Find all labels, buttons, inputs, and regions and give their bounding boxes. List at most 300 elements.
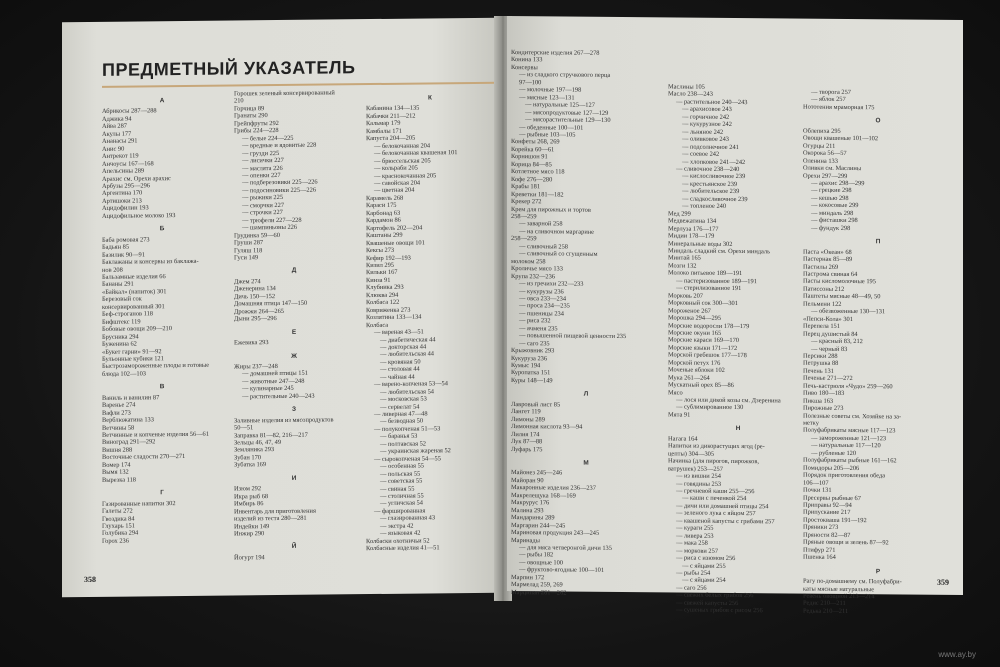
index-entry: Ковриженка 273 [366,306,411,314]
index-entry: Вомер 174 [102,461,131,469]
index-entry: Анчоусы 167—168 [102,159,154,168]
index-subentry: — фаршированная [374,507,426,515]
index-entry: Зельцы 46, 47, 49 [234,439,282,447]
index-entry: Абрикосы 287—288 [102,107,157,116]
index-subentry: — подосиновики 225—226 [242,186,317,195]
section-letter: П [875,238,881,246]
index-entry: Инжир 290 [234,530,265,538]
index-subentry: — миндаль 298 [811,209,854,217]
index-entry: Морские языки 171—172 [668,344,738,352]
index-subentry: — на сливочном маргарине [519,227,595,236]
index-entry: Бифштекс 119 [102,318,141,326]
index-entry: Капуста 204—205 [366,134,416,143]
index-entry: Крыжовник 293 [511,347,555,355]
index-entry: Паста «Океан» 68 [803,248,852,256]
index-entry: Морошка 294—295 [668,314,722,322]
index-subentry: — маслята 226 [242,164,283,172]
index-subentry: — баранья 53 [380,432,418,441]
index-column-4 [511,49,661,597]
index-entry: Изюм 292 [234,485,262,493]
index-entry: Бобовые овощи 209—210 [102,325,172,334]
index-entry: Клубника 293 [366,284,404,292]
index-subentry: — докторская 44 [380,343,427,351]
index-entry: Колбаски охотничьи 52 [366,537,430,545]
index-entry: Пресервы рыбные 67 [803,494,861,502]
index-entry: Баба ромовая 273 [102,236,150,244]
index-entry: «Букет гарни» 91—92 [102,347,162,356]
index-subentry: — рыбные 103—105 [519,131,576,139]
index-entry: Пшенка 164 [803,553,836,562]
index-entry: Корнишон 91 [511,153,548,161]
index-subentry: — каши с печенкой 254 [682,495,747,503]
index-subentry: — хлопковое 241—242 [682,158,746,166]
right-page [507,16,963,615]
index-entry: Овощи квашеные 101—102 [803,134,879,143]
index-entry: Гуси 149 [234,254,259,262]
index-entry: Баклажаны и консервы из баклажа- [102,257,199,266]
index-entry: Виноград 291—292 [102,438,156,447]
index-entry: Индейки 149 [234,522,270,531]
section-letter: В [159,383,165,391]
index-entry: Корица 84—85 [511,160,552,169]
index-subentry: — риса 232 [519,317,551,325]
index-entry: Бульонные кубики 121 [102,355,164,363]
index-subentry: — творога 257 [811,88,851,97]
index-entry: Вымя 132 [102,468,129,477]
index-entry: Огурцы 211 [803,142,836,150]
index-column-6 [803,89,953,617]
index-entry: Облепиха 295 [803,127,841,135]
index-entry: Груши 287 [234,239,264,247]
index-entry: Жиры 237—248 [234,362,278,371]
index-subentry: — сервелат 54 [380,403,420,411]
index-entry: Макрурус 176 [511,499,550,507]
index-entry: Грейпфруты 292 [234,119,279,128]
index-entry: блюда 102—103 [102,370,146,378]
index-subentry: — молочные 197—198 [519,86,582,94]
index-entry: Кинза 91 [366,276,391,284]
index-entry: Рагу по-домашнему см. Полуфабри- [803,577,902,586]
index-entry: Дрожжи 264—265 [234,307,285,316]
index-subentry: — натуральные 125—127 [525,101,595,109]
index-subentry: — моркови 257 [676,547,719,555]
index-entry: Малина 293 [511,506,544,515]
index-entry: Арбузы 295—296 [102,182,150,190]
index-subentry: — варено-копченая 53—54 [374,380,448,389]
index-subentry: — ливерная 47—48 [374,410,428,419]
index-subentry: — московская 53 [380,395,427,404]
index-entry: Кумыс 194 [511,362,541,370]
index-subentry: — фисташки 298 [811,216,858,225]
index-column-2 [234,89,354,562]
index-entry: Морские окуни 165 [668,329,722,337]
index-subentry: — топленое 240 [682,202,727,211]
index-subentry: — рыбы 182 [519,551,554,559]
index-subentry: — сушеных грибов с рисом 256 [676,606,763,615]
index-entry: Пельмени 122 [803,300,842,308]
index-entry: Морской петух 176 [668,359,721,367]
index-entry: Колбаса [366,321,389,329]
index-entry: Аргентина 170 [102,189,143,198]
section-letter: И [291,474,297,482]
section-letter: З [291,406,296,414]
index-entry: Земляника 293 [234,446,275,454]
index-entry: Варенье 274 [102,401,136,410]
index-entry: Пирожные 273 [803,404,844,413]
index-subentry: — особенная 55 [380,462,424,471]
index-entry: Персики 288 [803,352,838,360]
index-entry: Майонез 245—246 [511,469,563,477]
index-subentry: — ливера 253 [676,532,714,540]
index-subentry: — говядины 253 [676,480,722,488]
index-entry: Марпин 172 [511,573,545,582]
index-entry: Кильки 167 [366,269,398,277]
index-subentry: — с яйцами 255 [682,562,726,570]
index-entry: Корейка 60—61 [511,145,555,154]
index-entry: Буженина 62 [102,340,137,348]
index-subentry: — льняное 242 [682,128,724,136]
index-entry: Галеты 272 [102,507,133,515]
index-column-5 [668,83,808,615]
index-entry: Пастернак 85—89 [803,255,853,264]
index-subentry: — стерилизованное 191 [676,284,742,293]
index-subentry: — овса 233—234 [519,295,567,303]
index-subentry: — из гречихи 232—233 [519,280,584,288]
index-entry: 258—259 [511,235,537,243]
index-entry: Орехи 297—299 [803,172,848,180]
section-letter: Е [291,328,297,336]
index-subentry: — полукопченая 51—53 [374,425,441,433]
index-entry: Котлетное мясо 118 [511,168,565,176]
index-entry: Караси 175 [366,202,397,210]
watermark: www.ay.by [938,650,976,659]
index-subentry: — сладкосливочное 239 [682,195,748,203]
index-entry: Морские водоросли 178—179 [668,321,750,330]
index-subentry: 97—100 [519,78,542,87]
index-entry: Мускатный орех 85—86 [668,381,734,390]
index-subentry: — свежей капусты 256 [676,599,739,607]
index-subentry: — свиная 55 [380,485,415,493]
index-entry: Мандарины 289 [511,514,555,522]
index-subentry: — белые 224—225 [242,134,294,143]
index-entry: Аджика 94 [102,115,132,123]
index-subentry: — соевое 242 [682,150,720,158]
index-entry: Кардамон 86 [366,216,401,225]
index-subentry: — для мяса четверонгой дичи 135 [519,544,612,552]
index-entry: Гранаты 290 [234,112,268,120]
index-entry: Мед 299 [668,210,691,218]
index-entry: Луфарь 175 [511,445,543,453]
index-entry: Кукуруза 236 [511,354,548,362]
index-entry: молоком 258 [511,257,546,266]
index-subentry: — кураги 255 [676,524,714,533]
index-entry: Беф-строганов 118 [102,310,153,319]
index-entry: Кексы 273 [366,246,395,255]
page-number-right: 359 [937,577,949,587]
index-entry: Мариновая продукция 243—245 [511,529,600,537]
index-entry: Квашеные овощи 101 [366,239,425,247]
index-entry: Майоран 90 [511,476,544,485]
index-entry: Мозги 132 [668,262,697,270]
index-subentry: — свежих белых грибов 256 [676,591,754,600]
index-entry: Мороженое 267 [668,307,711,315]
index-entry: «Пепси-Кола» 301 [803,315,853,323]
index-subentry: — ячменя 235 [519,324,558,333]
index-entry: Глухарь 151 [102,522,135,530]
index-entry: Арахис см. Орехи арахис [102,174,171,183]
index-subentry: — из сладкого стручкового перца [519,71,611,80]
index-entry: Почки 131 [803,486,832,494]
index-subentry: — чайная 44 [380,373,415,381]
index-entry: Мука 261—264 [668,374,710,382]
section-letter: М [583,459,589,467]
index-subentry: — фруктово-ягодные 100—101 [519,566,605,575]
index-subentry: — шампиньоны 226 [242,223,298,232]
index-subentry: — оливковое 243 [682,135,729,144]
index-entry: Начинка (для пирогов, пирожков, [668,457,759,466]
index-subentry: — подсолнечное 241 [682,143,739,151]
index-entry: Куры 148—149 [511,376,553,385]
index-entry: Голубика 294 [102,529,139,538]
index-entry: Мята 91 [668,411,691,419]
index-subentry: — языковая 42 [380,529,421,538]
index-entry: Брусника 294 [102,333,139,341]
index-subentry: — мясорастительные 129—130 [525,116,611,124]
index-entry: Крупа 232—236 [511,272,555,281]
index-subentry: — рыжики 225 [242,194,284,202]
index-subentry: — опенки 227 [242,171,281,180]
index-entry: Горчица 89 [234,105,265,113]
index-subentry: — кешью 298 [811,194,849,202]
index-entry: Оливки см. Маслины [803,164,862,173]
index-entry: Порядок приготовления обеда [803,471,886,480]
index-entry: Дыни 295—296 [234,315,277,323]
index-subentry: — обезвоженные 130—131 [811,307,886,316]
index-subentry: — черный 83 [811,345,848,353]
index-subentry: — риса с изюмом 256 [676,554,736,563]
index-entry: Бананы 291 [102,280,134,289]
index-entry: Редис 210—211 [803,600,846,608]
index-subentry: — мясопродуктовые 127—129 [525,108,609,117]
index-subentry: — арахис 298—299 [811,179,865,188]
index-entry: Джем 274 [234,278,261,286]
index-entry: Печь-кастрюля «Чудо» 259—260 [803,382,893,391]
index-subentry: — любительская 44 [380,350,434,359]
index-subentry: — сливочное 238—240 [676,165,740,174]
index-entry: Полуфабрикаты мясные 117—123 [803,427,896,435]
index-subentry: — глазированная 43 [380,514,436,523]
index-entry: Дичь 150—152 [234,292,276,301]
section-letter: Д [291,267,297,275]
index-entry: Заправка 81—82, 216—217 [234,431,308,440]
index-entry: Акулы 177 [102,130,132,138]
index-subentry: — кулинарные 245 [242,385,294,393]
index-entry: Горошек зеленый консервированный [234,89,335,98]
index-entry: Ацидофилин 193 [102,204,149,213]
index-entry: Каштаны 299 [366,231,403,240]
index-subentry: — арахисовое 243 [682,105,732,114]
index-subentry: — брюссельская 205 [374,157,431,165]
index-entry: Нагага 164 [668,435,698,443]
index-entry: Полезные советы см. Хозяйке на за- [803,412,902,421]
index-entry: Колбаса 122 [366,298,400,307]
index-entry: Куропатка 151 [511,369,551,377]
index-entry: Имбирь 86 [234,500,264,508]
index-subentry: — краснокочанная 205 [374,171,437,180]
index-subentry: — подберезовики 225—226 [242,179,318,187]
left-page [62,18,498,598]
index-subentry: — вареная 43—51 [374,328,424,337]
index-entry: Картофель 202—204 [366,224,423,232]
index-subentry: — савойская 204 [374,179,421,187]
index-entry: Пасты кисломолочные 195 [803,278,876,286]
index-entry: Ветчинные и копченые изделия 56—61 [102,430,209,439]
index-subentry: — рыбы 254 [676,569,711,577]
index-entry: Редька 210—211 [803,607,849,615]
index-entry: Окорока 56—57 [803,149,847,158]
index-entry: Медвежатина 134 [668,217,717,225]
index-entry: Марципан 261—262 [511,588,567,597]
index-entry: Печенье 271—272 [803,374,853,383]
index-entry: Ревень овощной 213—214 [803,592,875,601]
index-subentry: — кукурузы 236 [519,287,564,296]
index-entry: Камбалы 171 [366,127,402,135]
index-subentry: — из вишни 254 [676,472,721,480]
index-subentry: — кокосовые 299 [811,202,859,210]
index-entry: ватрушек) 253—257 [668,465,723,473]
index-entry: 210 [234,97,244,105]
index-subentry: — грецкие 298 [811,187,852,195]
index-entry: Домашняя птица 147—150 [234,299,308,308]
index-entry: Припускание 217 [803,509,851,517]
index-entry: Дженерина 134 [234,285,276,293]
section-letter: Р [875,567,881,575]
section-letter: Ж [291,352,297,360]
index-entry: Макаронные изделия 236—237 [511,484,596,493]
index-entry: Антрекот 119 [102,152,139,161]
index-subentry: — трюфели 227—228 [242,216,302,225]
index-entry: Кондитерские изделия 267—278 [511,49,600,57]
index-subentry: — яблок 257 [811,96,846,104]
section-letter: Г [160,489,164,497]
index-entry: Ананасы 291 [102,137,138,146]
index-entry: Вафли 273 [102,409,131,417]
index-subentry: — сморчки 227 [242,201,285,210]
index-column-1 [102,91,222,546]
index-entry: Восточные сладости 270—271 [102,453,186,462]
index-entry: Пряности 82—87 [803,531,851,539]
index-entry: Горох 236 [102,537,129,545]
index-entry: Масло 238—243 [668,90,713,99]
section-letter: Н [735,425,741,433]
index-entry: Мерлуза 176—177 [668,225,719,233]
index-subentry: — угличская 54 [380,499,423,508]
index-entry: Мармелад 259, 269 [511,581,563,589]
index-entry: Колбасные изделия 41—51 [366,544,440,553]
index-entry: Базилик 90—91 [102,251,145,259]
index-subentry: — кровяная 50 [380,358,421,366]
index-subentry: — советская 55 [380,477,423,486]
index-entry: Ваниль и ванилин 87 [102,394,160,402]
index-subentry: — саго 256 [676,584,707,592]
index-subentry: — мака 258 [676,539,708,547]
index-entry: Миндаль сладкий см. Орехи миндаль [668,247,771,256]
index-entry: Морковь 207 [668,292,704,300]
index-subentry: — проса 234—235 [519,302,570,310]
index-entry: консервированный 301 [102,302,165,311]
index-entry: Перепела 151 [803,322,840,331]
index-entry: Лавровый лист 85 [511,400,561,409]
index-entry: Кабанина 134—135 [366,104,420,113]
index-subentry: — кольраби 205 [374,164,418,173]
title-rule [102,82,498,88]
index-entry: Грибы 224—228 [234,127,279,135]
index-entry: изделий из теста 280—281 [234,514,307,523]
index-entry: Вырезка 118 [102,476,136,484]
index-entry: Маринады [511,536,540,544]
index-subentry: — лисички 227 [242,157,284,165]
index-subentry: — кукурузное 242 [682,120,732,129]
index-subentry: — растительное 240—243 [676,98,748,107]
index-entry: Верблюжатина 133 [102,416,154,424]
index-entry: Молоко питьевое 189—191 [668,269,743,278]
index-column-3 [366,88,494,553]
index-subentry: — полтавская 52 [380,440,427,448]
section-letter: Й [291,543,297,551]
index-subentry: — саго 235 [519,339,550,348]
index-subentry: — растительные 240—243 [242,392,315,401]
index-entry: Зубан 170 [234,454,262,462]
index-subentry: — любительское 239 [682,187,740,196]
index-entry: Конина 133 [511,56,543,64]
index-entry: каты мясные натуральные [803,585,875,593]
index-entry: Напитки из дикорастущих ягод (ре- [668,442,765,451]
index-subentry: — белокочанная квашеная 101 [374,149,458,158]
index-subentry: — крестьянское 239 [682,180,738,188]
index-entry: Гвоздика 84 [102,515,135,523]
index-entry: Макрелещука 168—169 [511,491,576,500]
index-entry: Кальмар 179 [366,120,401,128]
index-subentry: — зеленого лука с яйцом 257 [676,509,756,518]
index-entry: 50—51 [234,424,254,432]
index-entry: «Байкал» (напиток) 301 [102,288,167,296]
index-entry: Пиво 180—183 [803,389,845,398]
index-subentry: — лося или дикой козы см. Дзеренина [676,396,781,405]
index-entry: Артишоки 213 [102,197,142,205]
index-entry: Апельсины 289 [102,167,145,175]
index-entry: Карамель 268 [366,194,404,202]
index-subentry: — горчичное 242 [682,113,730,121]
index-subentry: — мясные 123—131 [519,93,575,102]
index-entry: Перец душистый 84 [803,330,858,338]
index-subentry: — пастеризованное 189—191 [676,277,757,285]
index-entry: Помидоры 205—206 [803,464,860,472]
index-entry: Икра рыб 68 [234,492,269,501]
index-entry: Лилия 174 [511,430,540,438]
index-entry: Приправы 92—94 [803,501,852,510]
index-entry: Пряные овощи и зелень 87—92 [803,538,889,547]
index-entry: Инвентарь для приготовления [234,507,316,516]
index-subentry: — любительская 54 [380,388,434,396]
index-subentry: — красный 83, 212 [811,337,863,346]
index-entry: Лимоны 289 [511,415,545,424]
index-entry: Паштеты мясные 48—49, 50 [803,292,881,301]
index-subentry: — натуральные 117—120 [811,442,881,450]
index-entry: Гуляш 118 [234,246,263,254]
index-subentry: — грузди 225 [242,149,280,158]
index-entry: Консервы [511,63,538,72]
index-subentry: — пшеницы 234 [519,309,564,318]
